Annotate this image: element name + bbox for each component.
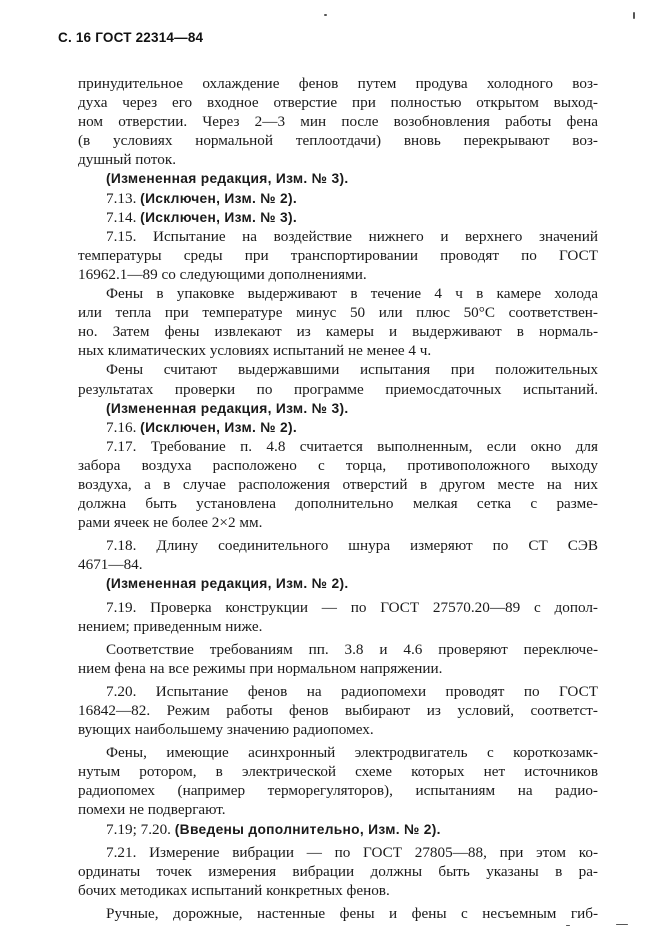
text-line: ном отверстии. Через 2—3 мин после возобновления работы фена bbox=[78, 113, 598, 131]
text-line: (Измененная редакция, Изм. № 3). bbox=[106, 171, 349, 187]
text-line: 7.17. Требование п. 4.8 считается выполненным, если окно для bbox=[106, 437, 598, 455]
text-line: Фены считают выдержавшими испытания при положительных bbox=[106, 361, 598, 379]
text-line: рами ячеек не более 2×2 мм. bbox=[78, 514, 263, 532]
scan-speck bbox=[616, 924, 628, 925]
text-line: (в условиях нормальной теплоотдачи) вновь перекрывают воз- bbox=[78, 132, 598, 150]
text-line: 4671—84. bbox=[78, 556, 143, 574]
text-line: или тепла при температуре минус 50 или плюс 50°С соответствен- bbox=[78, 304, 598, 322]
text-line: 7.14. (Исключен, Изм. № 3). bbox=[106, 208, 298, 226]
text-line: 7.19. Проверка конструкции — по ГОСТ 27570.20—89 с допол- bbox=[106, 598, 598, 616]
text-line: помехи не подвергают. bbox=[78, 801, 226, 819]
text-line: 7.18. Длину соединительного шнура измеряют по СТ СЭВ bbox=[106, 537, 598, 555]
text-line: (Измененная редакция, Изм. № 3). bbox=[106, 400, 349, 416]
text-line: Ручные, дорожные, настенные фены и фены с несъемным гиб- bbox=[106, 904, 598, 922]
text-line: нением; приведенным ниже. bbox=[78, 617, 263, 635]
text-line: 16962.1—89 со следующими дополнениями. bbox=[78, 265, 367, 283]
scan-speck bbox=[633, 12, 635, 19]
text-line: должна быть установлена дополнительно мелкая сетка с разме- bbox=[78, 495, 598, 513]
text-line: но. Затем фены извлекают из камеры и выдерживают в нормаль- bbox=[78, 323, 598, 341]
text-line: духа через его входное отверстие при полностью открытом выход- bbox=[78, 94, 598, 112]
scan-speck bbox=[566, 925, 570, 926]
text-line: 7.21. Измерение вибрации — по ГОСТ 27805—88, при этом ко- bbox=[106, 843, 598, 861]
text-line: бочих методиках испытаний конкретных фенов. bbox=[78, 881, 390, 899]
text-line: 7.13. (Исключен, Изм. № 2). bbox=[106, 189, 298, 207]
text-line: принудительное охлаждение фенов путем продува холодного воз- bbox=[78, 75, 598, 92]
text-line: ных климатических условиях испытаний не менее 4 ч. bbox=[78, 342, 432, 360]
text-line: Фены в упаковке выдерживают в течение 4 ч в камере холода bbox=[106, 285, 598, 303]
page-header: С. 16 ГОСТ 22314—84 bbox=[58, 30, 204, 45]
text-line: вующих наибольшему значению радиопомех. bbox=[78, 721, 374, 739]
document-body bbox=[78, 74, 598, 923]
text-line: 7.20. Испытание фенов на радиопомехи проводят по ГОСТ bbox=[106, 682, 598, 700]
text-line: 7.15. Испытание на воздействие нижнего и верхнего значений bbox=[106, 227, 598, 245]
text-line: Фены, имеющие асинхронный электродвигатель с короткозамк- bbox=[106, 744, 598, 762]
text-line: нием фена на все режимы при нормальном напряжении. bbox=[78, 659, 443, 677]
text-line: 7.16. (Исключен, Изм. № 2). bbox=[106, 418, 298, 436]
scan-speck bbox=[324, 14, 327, 16]
text-line: результатах проверки по программе приемосдаточных испытаний. bbox=[78, 380, 598, 398]
text-line: душный поток. bbox=[78, 151, 176, 169]
text-line: температуры среды при транспортировании проводят по ГОСТ bbox=[78, 246, 598, 264]
text-line: радиопомех (например терморегуляторов), испытаниям на радио- bbox=[78, 782, 598, 800]
text-line: (Измененная редакция, Изм. № 2). bbox=[106, 576, 349, 592]
text-line: воздуха, а в случае расположения отверстий в другом месте на них bbox=[78, 475, 598, 493]
text-line: 7.19; 7.20. (Введены дополнительно, Изм. № 2). bbox=[106, 820, 441, 838]
text-line: нутым ротором, в электрической схеме которых нет источников bbox=[78, 763, 598, 781]
text-line: 16842—82. Режим работы фенов выбирают из условий, соответст- bbox=[78, 702, 598, 719]
text-line: забора воздуха расположено с торца, противоположного выходу bbox=[78, 456, 598, 474]
text-line: Соответствие требованиям пп. 3.8 и 4.6 проверяют переключе- bbox=[106, 640, 598, 658]
text-line: ординаты точек измерения вибрации должны быть указаны в ра- bbox=[78, 862, 598, 880]
